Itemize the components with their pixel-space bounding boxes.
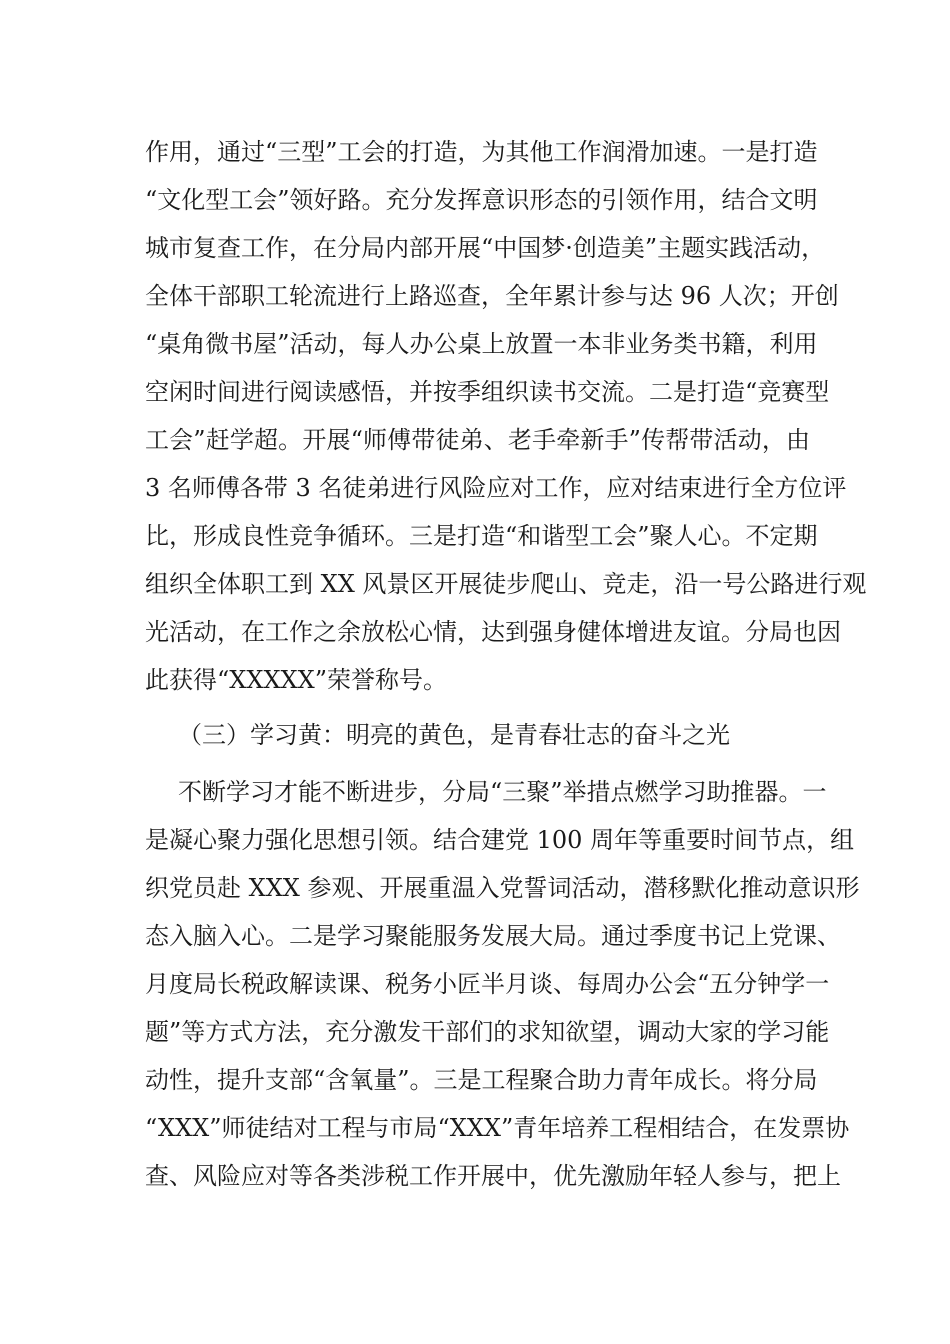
paragraph-line: “桌角微书屋”活动，每人办公桌上放置一本非业务类书籍，利用 xyxy=(145,330,818,358)
paragraph-line: 是凝心聚力强化思想引领。结合建党 100 周年等重要时间节点，组 xyxy=(145,826,855,854)
paragraph-line: 工会”赶学超。开展“师傅带徒弟、老手牵新手”传帮带活动，由 xyxy=(145,426,810,454)
paragraph-line: “文化型工会”领好路。充分发挥意识形态的引领作用，结合文明 xyxy=(145,186,818,214)
paragraph-line: “XXX”师徒结对工程与市局“XXX”青年培养工程相结合，在发票协 xyxy=(145,1114,850,1142)
paragraph-line: 动性，提升支部“含氧量”。三是工程聚合助力青年成长。将分局 xyxy=(145,1066,818,1094)
paragraph-line: 月度局长税政解读课、税务小匠半月谈、每周办公会“五分钟学一 xyxy=(145,970,830,998)
paragraph-line: 城市复查工作，在分局内部开展“中国梦·创造美”主题实践活动， xyxy=(145,234,826,262)
paragraph-line: 题”等方式方法，充分激发干部们的求知欲望，调动大家的学习能 xyxy=(145,1018,830,1046)
paragraph-line: 不断学习才能不断进步，分局“三聚”举措点燃学习助推器。一 xyxy=(178,778,827,806)
paragraph-line: 空闲时间进行阅读感悟，并按季组织读书交流。二是打造“竞赛型 xyxy=(145,378,830,406)
paragraph-line: 组织全体职工到 XX 风景区开展徒步爬山、竞走，沿一号公路进行观 xyxy=(145,570,867,598)
section-heading: （三）学习黄：明亮的黄色，是青春壮志的奋斗之光 xyxy=(178,721,730,749)
paragraph-line: 比，形成良性竞争循环。三是打造“和谐型工会”聚人心。不定期 xyxy=(145,522,818,550)
paragraph-line: 作用，通过“三型”工会的打造，为其他工作润滑加速。一是打造 xyxy=(145,138,818,166)
paragraph-line: 此获得“XXXXX”荣誉称号。 xyxy=(145,666,447,694)
paragraph-line: 全体干部职工轮流进行上路巡查，全年累计参与达 96 人次；开创 xyxy=(145,282,839,310)
paragraph-line: 织党员赴 XXX 参观、开展重温入党誓词活动，潜移默化推动意识形 xyxy=(145,874,860,902)
paragraph-line: 光活动，在工作之余放松心情，达到强身健体增进友谊。分局也因 xyxy=(145,618,841,646)
paragraph-line: 3 名师傅各带 3 名徒弟进行风险应对工作，应对结束进行全方位评 xyxy=(145,474,847,502)
paragraph-line: 态入脑入心。二是学习聚能服务发展大局。通过季度书记上党课、 xyxy=(145,922,841,950)
paragraph-line: 查、风险应对等各类涉税工作开展中，优先激励年轻人参与，把上 xyxy=(145,1162,841,1190)
